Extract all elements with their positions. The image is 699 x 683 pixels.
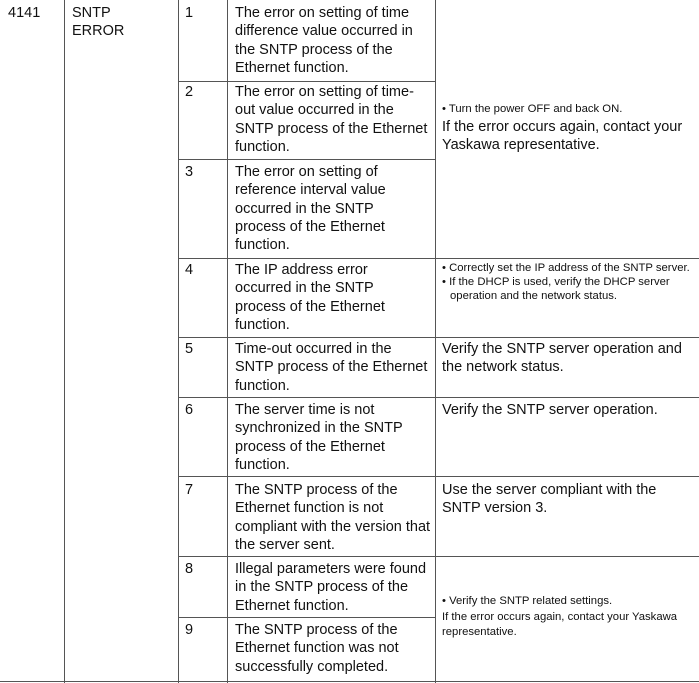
remedy-bullet: • Turn the power OFF and back ON. [442,103,623,115]
sub-code: 2 [185,84,194,100]
table-bottom-border [0,681,699,682]
sub-code: 5 [185,341,194,357]
cause-text: The SNTP process of the Ethernet function is not compliant with the version that the server sent. [235,482,431,553]
column-divider [435,0,436,683]
alarm-code: 4141 [8,5,41,21]
remedy-text: If the error occurs again, contact your Yaskawa representative. [442,610,678,638]
remedy-row-6: Verify the SNTP server operation. [442,402,658,418]
cause-text: The SNTP process of the Ethernet function was not successfully completed. [235,622,399,675]
cause-text: The server time is not synchronized in the SNTP process of the Ethernet function. [235,402,403,473]
sub-code: 9 [185,622,194,638]
sub-code: 6 [185,402,194,418]
alarm-name [72,4,124,41]
cause-text: Time-out occurred in the SNTP process of the Ethernet function. [235,341,428,394]
remedy-text: If the error occurs again, contact your Yaskawa representative. [442,118,683,153]
sub-code: 7 [185,482,194,498]
column-divider [64,0,65,683]
row-divider [178,337,699,338]
cause-text: The error on setting of time-out value occurred in the SNTP process of the Ethernet function. [235,84,428,155]
remedy-bullet: • Verify the SNTP related settings. [442,595,613,607]
remedy-row-4 [442,261,694,303]
cause-text: The IP address error occurred in the SNTP process of the Ethernet function. [235,262,385,333]
cause-text: The error on setting of time difference value occurred in the SNTP process of the Ethernet function. [235,5,413,76]
remedy-rows-1-3 [442,102,692,154]
sub-code: 8 [185,561,194,577]
remedy-bullet: • Correctly set the IP address of the SNTP server. [442,262,690,274]
sub-code: 1 [185,5,194,21]
remedy-rows-8-9 [442,594,687,641]
sub-code: 4 [185,262,194,278]
column-divider [178,0,179,683]
row-divider [178,617,435,618]
alarm-name-line: ERROR [72,23,125,40]
row-divider [178,159,435,160]
row-divider [178,397,699,398]
column-divider [227,0,228,683]
row-divider [178,556,699,557]
remedy-row-7: Use the server compliant with the SNTP version 3. [442,482,657,517]
sub-code: 3 [185,164,194,180]
cause-text: Illegal parameters were found in the SNTP process of the Ethernet function. [235,561,427,614]
row-divider [178,258,699,259]
cause-text: The error on setting of reference interval value occurred in the SNTP process of the Ethernet function. [235,164,386,254]
alarm-name-line: SNTP [72,5,111,21]
remedy-row-5: Verify the SNTP server operation and the network status. [442,341,682,376]
row-divider [178,81,435,82]
remedy-bullet: • If the DHCP is used, verify the DHCP server operation and the network status. [442,276,670,302]
row-divider [178,476,699,477]
